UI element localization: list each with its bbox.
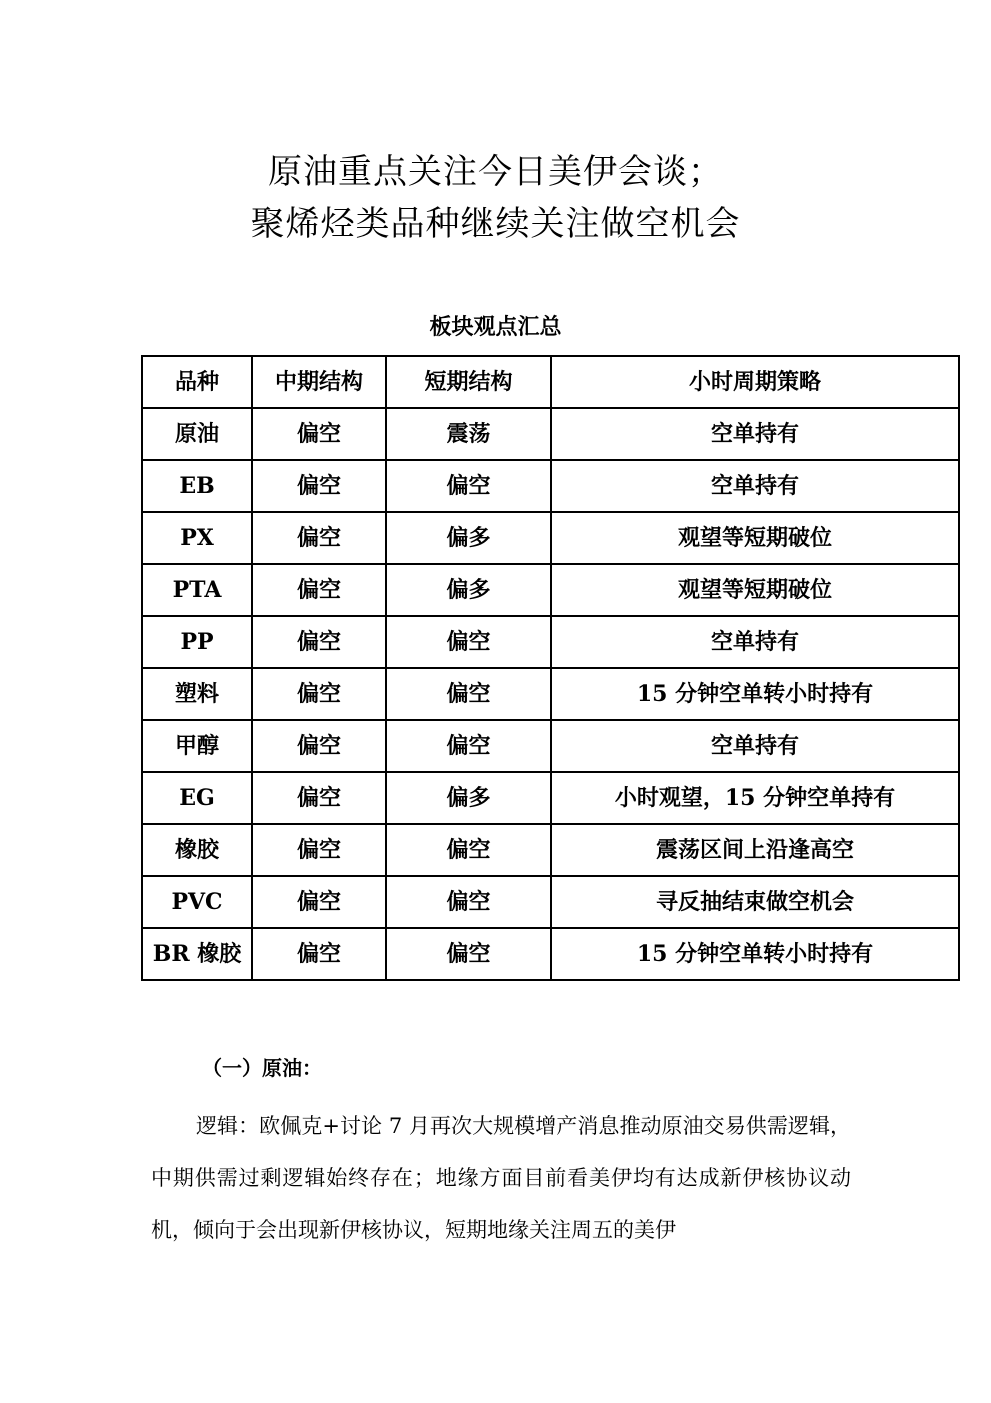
cell-strategy: 寻反抽结束做空机会: [551, 876, 959, 928]
sector-summary-table: [141, 355, 960, 981]
cell-strategy: 空单持有: [551, 460, 959, 512]
cell-mid-term: 偏空: [252, 668, 386, 720]
table-row: [142, 824, 959, 876]
cell-short-term: 偏多: [386, 512, 551, 564]
cell-strategy: 观望等短期破位: [551, 564, 959, 616]
header-short-term: 短期结构: [386, 356, 551, 408]
cell-variety: 橡胶: [142, 824, 252, 876]
cell-variety: 甲醇: [142, 720, 252, 772]
body-paragraph: 逻辑：欧佩克+讨论 7 月再次大规模增产消息推动原油交易供需逻辑，中期供需过剩逻辑始终存在；地缘方面目前看美伊均有达成新伊核协议动机，倾向于会出现新伊核协议，短期地缘关注周五的美伊: [151, 1114, 851, 1242]
cell-short-term: 震荡: [386, 408, 551, 460]
cell-strategy: 空单持有: [551, 616, 959, 668]
cell-variety: EB: [142, 460, 252, 512]
table-row: [142, 616, 959, 668]
table-row: [142, 928, 959, 980]
cell-short-term: 偏空: [386, 720, 551, 772]
table-header-row: [142, 356, 959, 408]
table-row: [142, 408, 959, 460]
cell-short-term: 偏空: [386, 668, 551, 720]
cell-strategy: 15 分钟空单转小时持有: [551, 928, 959, 980]
cell-variety: PX: [142, 512, 252, 564]
section-heading-crude-oil: （一）原油：: [202, 1056, 322, 1080]
cell-short-term: 偏空: [386, 824, 551, 876]
cell-variety: PTA: [142, 564, 252, 616]
header-hourly-strategy: 小时周期策略: [551, 356, 959, 408]
cell-mid-term: 偏空: [252, 876, 386, 928]
cell-variety: PVC: [142, 876, 252, 928]
cell-mid-term: 偏空: [252, 616, 386, 668]
cell-mid-term: 偏空: [252, 824, 386, 876]
document-title-line-2: 聚烯烃类品种继续关注做空机会: [250, 204, 741, 244]
table-row: [142, 564, 959, 616]
cell-variety: 塑料: [142, 668, 252, 720]
cell-variety: BR 橡胶: [142, 928, 252, 980]
table-row: [142, 668, 959, 720]
cell-short-term: 偏多: [386, 564, 551, 616]
cell-short-term: 偏空: [386, 928, 551, 980]
cell-short-term: 偏空: [386, 460, 551, 512]
header-mid-term: 中期结构: [252, 356, 386, 408]
cell-mid-term: 偏空: [252, 928, 386, 980]
cell-strategy: 小时观望，15 分钟空单持有: [551, 772, 959, 824]
cell-variety: 原油: [142, 408, 252, 460]
cell-short-term: 偏空: [386, 876, 551, 928]
cell-mid-term: 偏空: [252, 720, 386, 772]
cell-mid-term: 偏空: [252, 772, 386, 824]
table-row: [142, 720, 959, 772]
cell-strategy: 空单持有: [551, 408, 959, 460]
cell-mid-term: 偏空: [252, 408, 386, 460]
cell-mid-term: 偏空: [252, 512, 386, 564]
cell-mid-term: 偏空: [252, 564, 386, 616]
table-row: [142, 512, 959, 564]
cell-short-term: 偏空: [386, 616, 551, 668]
table-row: [142, 876, 959, 928]
document-title-line-1: 原油重点关注今日美伊会谈；: [268, 152, 723, 192]
cell-mid-term: 偏空: [252, 460, 386, 512]
cell-short-term: 偏多: [386, 772, 551, 824]
cell-strategy: 震荡区间上沿逢高空: [551, 824, 959, 876]
cell-strategy: 15 分钟空单转小时持有: [551, 668, 959, 720]
cell-strategy: 空单持有: [551, 720, 959, 772]
table-caption: 板块观点汇总: [429, 314, 562, 340]
cell-variety: PP: [142, 616, 252, 668]
table-row: [142, 460, 959, 512]
table-row: [142, 772, 959, 824]
header-variety: 品种: [142, 356, 252, 408]
cell-strategy: 观望等短期破位: [551, 512, 959, 564]
cell-variety: EG: [142, 772, 252, 824]
